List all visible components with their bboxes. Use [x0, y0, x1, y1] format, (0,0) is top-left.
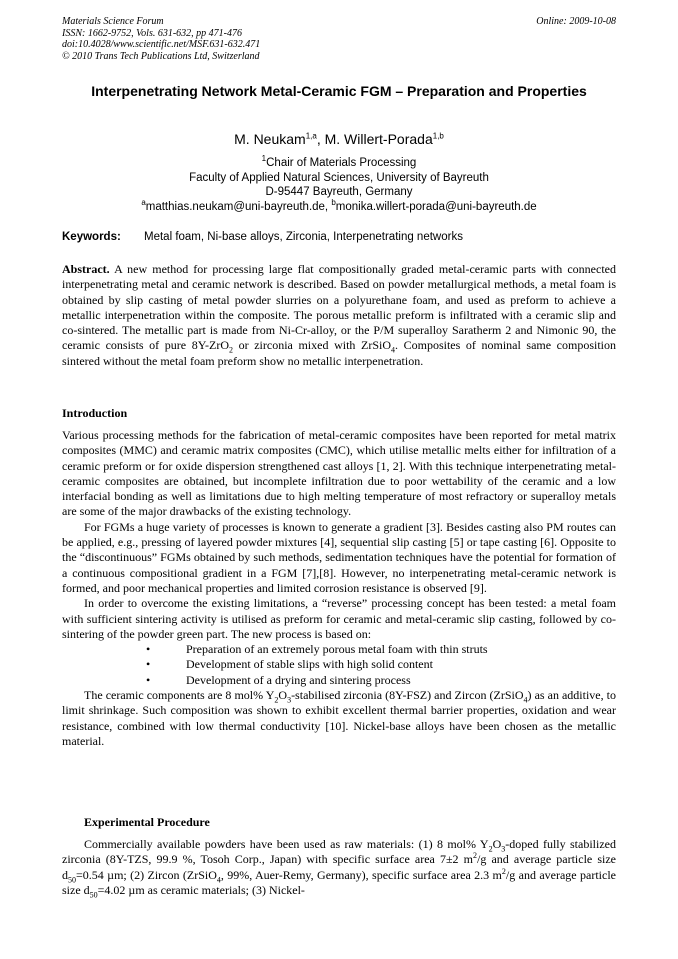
affiliation-line-2: Faculty of Applied Natural Sciences, University of Bayreuth	[189, 171, 489, 184]
bullet-item: • Development of a drying and sintering process	[146, 672, 411, 687]
keywords-label: Keywords:	[62, 231, 121, 243]
affiliation-block	[62, 156, 616, 214]
author-1-sup: 1,a	[305, 131, 317, 141]
abstract-section	[62, 262, 616, 369]
bullet-item: • Development of stable slips with high solid content	[146, 657, 433, 672]
experimental-paragraph-1: Commercially available powders have been used as raw materials: (1) 8 mol% $Y_2O_3$-doped fully stabilized zirconia (8Y-TZS, 99.9 %, Tosoh Corp., Japan) with specific surface area 7±2 $m^2/g$ and average particle size $d_{50}=0.54$ µm; (2) Zircon (ZrSiO$_4$, 99%, Auer-Remy, Germany), specific surface area 2.3 $m^2/g$ and average particle size $d_{50}=4.02$ µm as ceramic materials; (3) Nickel-	[62, 837, 617, 900]
intro-paragraph-2: For FGMs a huge variety of processes is known to generate a gradient [3]. Besides casting also PM routes can be applied, e.g., pressing of layered powder mixtures [4], sequential slip casting [5] or tape casting [6]. Opposite to the “discontinuous” FGMs obtained by such methods, sedimentation techniques have the potential for formation of a continuous compositional gradient in a FGM [7],[8]. However, no interpenetrating metal-ceramic network is formed, and poor mechanical properties and limited corrosion resistance is observed [9].	[62, 519, 616, 595]
intro-paragraph-1: Various processing methods for the fabrication of metal-ceramic composites have been reported for metal matrix composites (MMC) and ceramic matrix composites (CMC), which utilise metallic melts either for infiltration of a ceramic preform or for oxide dispersion strengthened cast alloys [1, 2]. With this technique interpenetrating metal-ceramic composites are obtained, but incomplete infiltration due to poor wettability of the ceramic and a low interfacial bonding as well as limitations due to high melting temperature of most refractory or superalloy metals are some of the major drawbacks of the existing technology.	[62, 428, 616, 519]
email-a[interactable]: matthias.neukam@uni-bayreuth.de,	[145, 200, 332, 213]
bullet-icon: •	[146, 672, 151, 687]
online-date: Online: 2009-10-08	[536, 16, 616, 27]
author-2: M. Willert-Porada	[324, 131, 433, 147]
email-b[interactable]: monika.willert-porada@uni-bayreuth.de	[335, 200, 537, 213]
author-1: M. Neukam	[234, 131, 306, 147]
bullet-icon: •	[146, 657, 151, 672]
abstract-label: Abstract.	[62, 262, 110, 276]
introduction-section	[62, 428, 616, 749]
bullet-icon: •	[146, 642, 151, 657]
email-line: $^a$matthias.neukam@uni-bayreuth.de, $^b$monika.willert-porada@uni-bayreuth.de	[141, 197, 537, 213]
introduction-heading: Introduction	[62, 406, 128, 420]
issn-line: ISSN: 1662-9752, Vols. 631-632, pp 471-476	[62, 27, 242, 39]
author-list	[62, 130, 616, 148]
intro-paragraph-3: In order to overcome the existing limitations, a “reverse” processing concept has been tested: a metal foam with sufficient sintering activity is utilised as preform for ceramic and metal-ceramic slip casting, followed by co-sintering of the powder green part. The new process is based on:	[62, 596, 616, 641]
affiliation-sup: 1	[261, 154, 267, 164]
affiliation-line-1: $^1$Chair of Materials Processing	[261, 154, 417, 169]
intro-paragraph-4: The ceramic components are 8 mol% $Y_2O_3$-stabilised zirconia (8Y-FSZ) and Zircon (ZrSiO$_4$) as an additive, to limit shrinkage. Such composition was shown to exhibit excellent thermal barrier properties, oxidation and wear resistance, combined with low thermal conductivity [10]. Nickel-base alloys have been chosen as the metallic material.	[62, 688, 617, 748]
author-separator: ,	[316, 131, 325, 147]
journal-header	[62, 16, 616, 62]
doi-line[interactable]: doi:10.4028/www.scientific.net/MSF.631-632.471	[62, 39, 261, 50]
keywords-line	[62, 230, 616, 245]
experimental-section	[62, 837, 616, 898]
keywords-text: Metal foam, Ni-base alloys, Zirconia, Interpenetrating networks	[144, 231, 463, 243]
experimental-heading: Experimental Procedure	[84, 815, 210, 829]
affiliation-line-3: D-95447 Bayreuth, Germany	[265, 186, 413, 198]
paper-title: Interpenetrating Network Metal-Ceramic FGM – Preparation and Properties	[91, 83, 587, 99]
process-bullet-list	[62, 642, 616, 688]
author-2-sup: 1,b	[432, 131, 444, 141]
bullet-item: • Preparation of an extremely porous metal foam with thin struts	[146, 642, 488, 657]
copyright-line: © 2010 Trans Tech Publications Ltd, Switzerland	[62, 50, 260, 62]
abstract-paragraph: Abstract. A new method for processing large flat compositionally graded metal-ceramic parts with connected interpenetrating metal and ceramic network is described. Based on powder metallurgical methods, a metal foam is obtained by slip casting of metal powder slurries on a polyurethane foam, and used as preform to achieve a metallic interpenetration within the composite. The porous metallic preform is infiltrated with a ceramic slip and co-sintered. The metallic part is made from Ni-Cr-alloy, or the P/M superalloy Saratherm 2 and Nimonic 90, the ceramic consists of pure 8Y-ZrO$_2$ or zirconia mixed with ZrSiO$_4$. Composites of nominal same composition sintered without the metal foam preform show no metallic interpenetration.	[62, 262, 617, 368]
journal-name: Materials Science Forum	[62, 16, 164, 27]
